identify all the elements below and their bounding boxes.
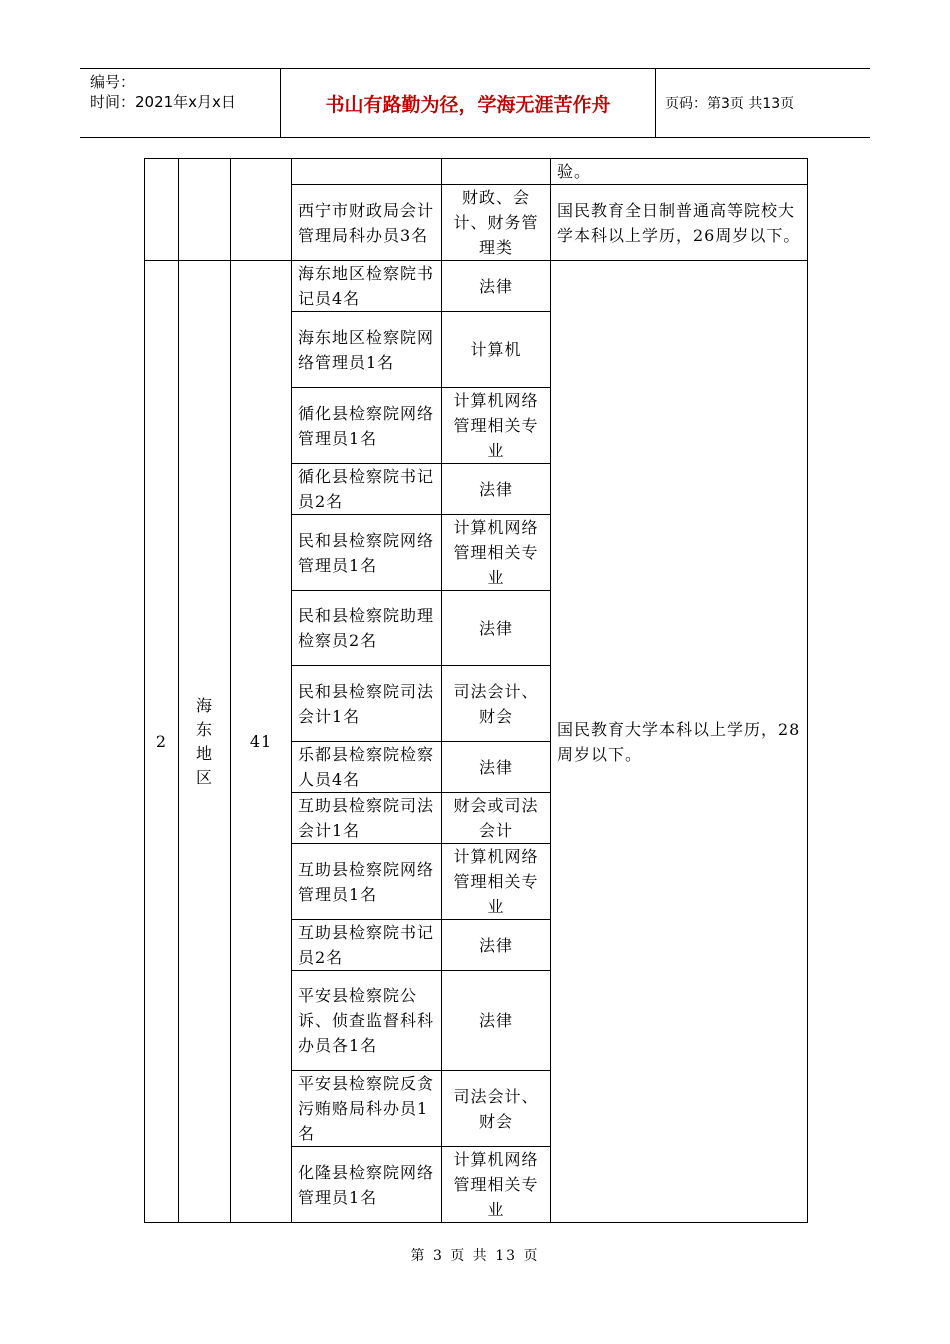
page-header (80, 68, 870, 138)
header-motto: 书山有路勤为径，学海无涯苦作舟 (280, 69, 656, 137)
position-cell: 化隆县检察院网络管理员1名 (292, 1147, 442, 1223)
position-cell: 西宁市财政局会计管理局科办员3名 (292, 185, 442, 261)
count-cell: 41 (231, 261, 292, 1223)
position-cell: 平安县检察院反贪污贿赂局科办员1名 (292, 1071, 442, 1147)
recruitment-table (144, 158, 808, 1223)
position-cell: 循化县检察院书记员2名 (292, 464, 442, 515)
major-cell (442, 159, 551, 185)
position-cell: 海东地区检察院网络管理员1名 (292, 312, 442, 388)
region-cell (179, 159, 231, 261)
major-cell: 财会或司法会计 (442, 793, 551, 844)
major-cell: 法律 (442, 920, 551, 971)
position-cell: 循化县检察院网络管理员1名 (292, 388, 442, 464)
position-cell: 民和县检察院助理检察员2名 (292, 591, 442, 666)
major-cell: 法律 (442, 591, 551, 666)
major-cell: 法律 (442, 742, 551, 793)
position-cell: 互助县检察院书记员2名 (292, 920, 442, 971)
position-cell: 海东地区检察院书记员4名 (292, 261, 442, 312)
position-cell: 平安县检察院公诉、侦查监督科科办员各1名 (292, 971, 442, 1071)
position-cell: 乐都县检察院检察人员4名 (292, 742, 442, 793)
position-cell: 互助县检察院网络管理员1名 (292, 844, 442, 920)
position-cell: 民和县检察院司法会计1名 (292, 666, 442, 742)
table-row (145, 159, 808, 185)
requirement-cell: 国民教育全日制普通高等院校大学本科以上学历，26周岁以下。 (551, 185, 808, 261)
major-cell: 法律 (442, 971, 551, 1071)
header-meta (80, 69, 280, 137)
requirement-cell: 验。 (551, 159, 808, 185)
position-cell (292, 159, 442, 185)
position-cell: 互助县检察院司法会计1名 (292, 793, 442, 844)
requirement-cell: 国民教育大学本科以上学历，28周岁以下。 (551, 261, 808, 1223)
major-cell: 计算机网络管理相关专业 (442, 515, 551, 591)
major-cell: 计算机 (442, 312, 551, 388)
document-number-label: 编号： (90, 73, 136, 91)
header-page-info: 页码：第3页 共13页 (665, 96, 795, 112)
major-cell: 法律 (442, 261, 551, 312)
position-cell: 民和县检察院网络管理员1名 (292, 515, 442, 591)
major-cell: 司法会计、财会 (442, 666, 551, 742)
page-footer: 第 3 页 共 13 页 (410, 1248, 540, 1264)
table-row (145, 261, 808, 312)
major-cell: 司法会计、财会 (442, 1071, 551, 1147)
major-cell: 法律 (442, 464, 551, 515)
region-cell (179, 261, 231, 1223)
major-cell: 计算机网络管理相关专业 (442, 1147, 551, 1223)
index-cell (145, 159, 179, 261)
region-label: 海东地区 (195, 695, 213, 787)
count-cell (231, 159, 292, 261)
major-cell: 财政、会计、财务管理类 (442, 185, 551, 261)
index-cell: 2 (145, 261, 179, 1223)
major-cell: 计算机网络管理相关专业 (442, 844, 551, 920)
major-cell: 计算机网络管理相关专业 (442, 388, 551, 464)
document-time-label: 时间：2021年x月x日 (90, 93, 236, 111)
